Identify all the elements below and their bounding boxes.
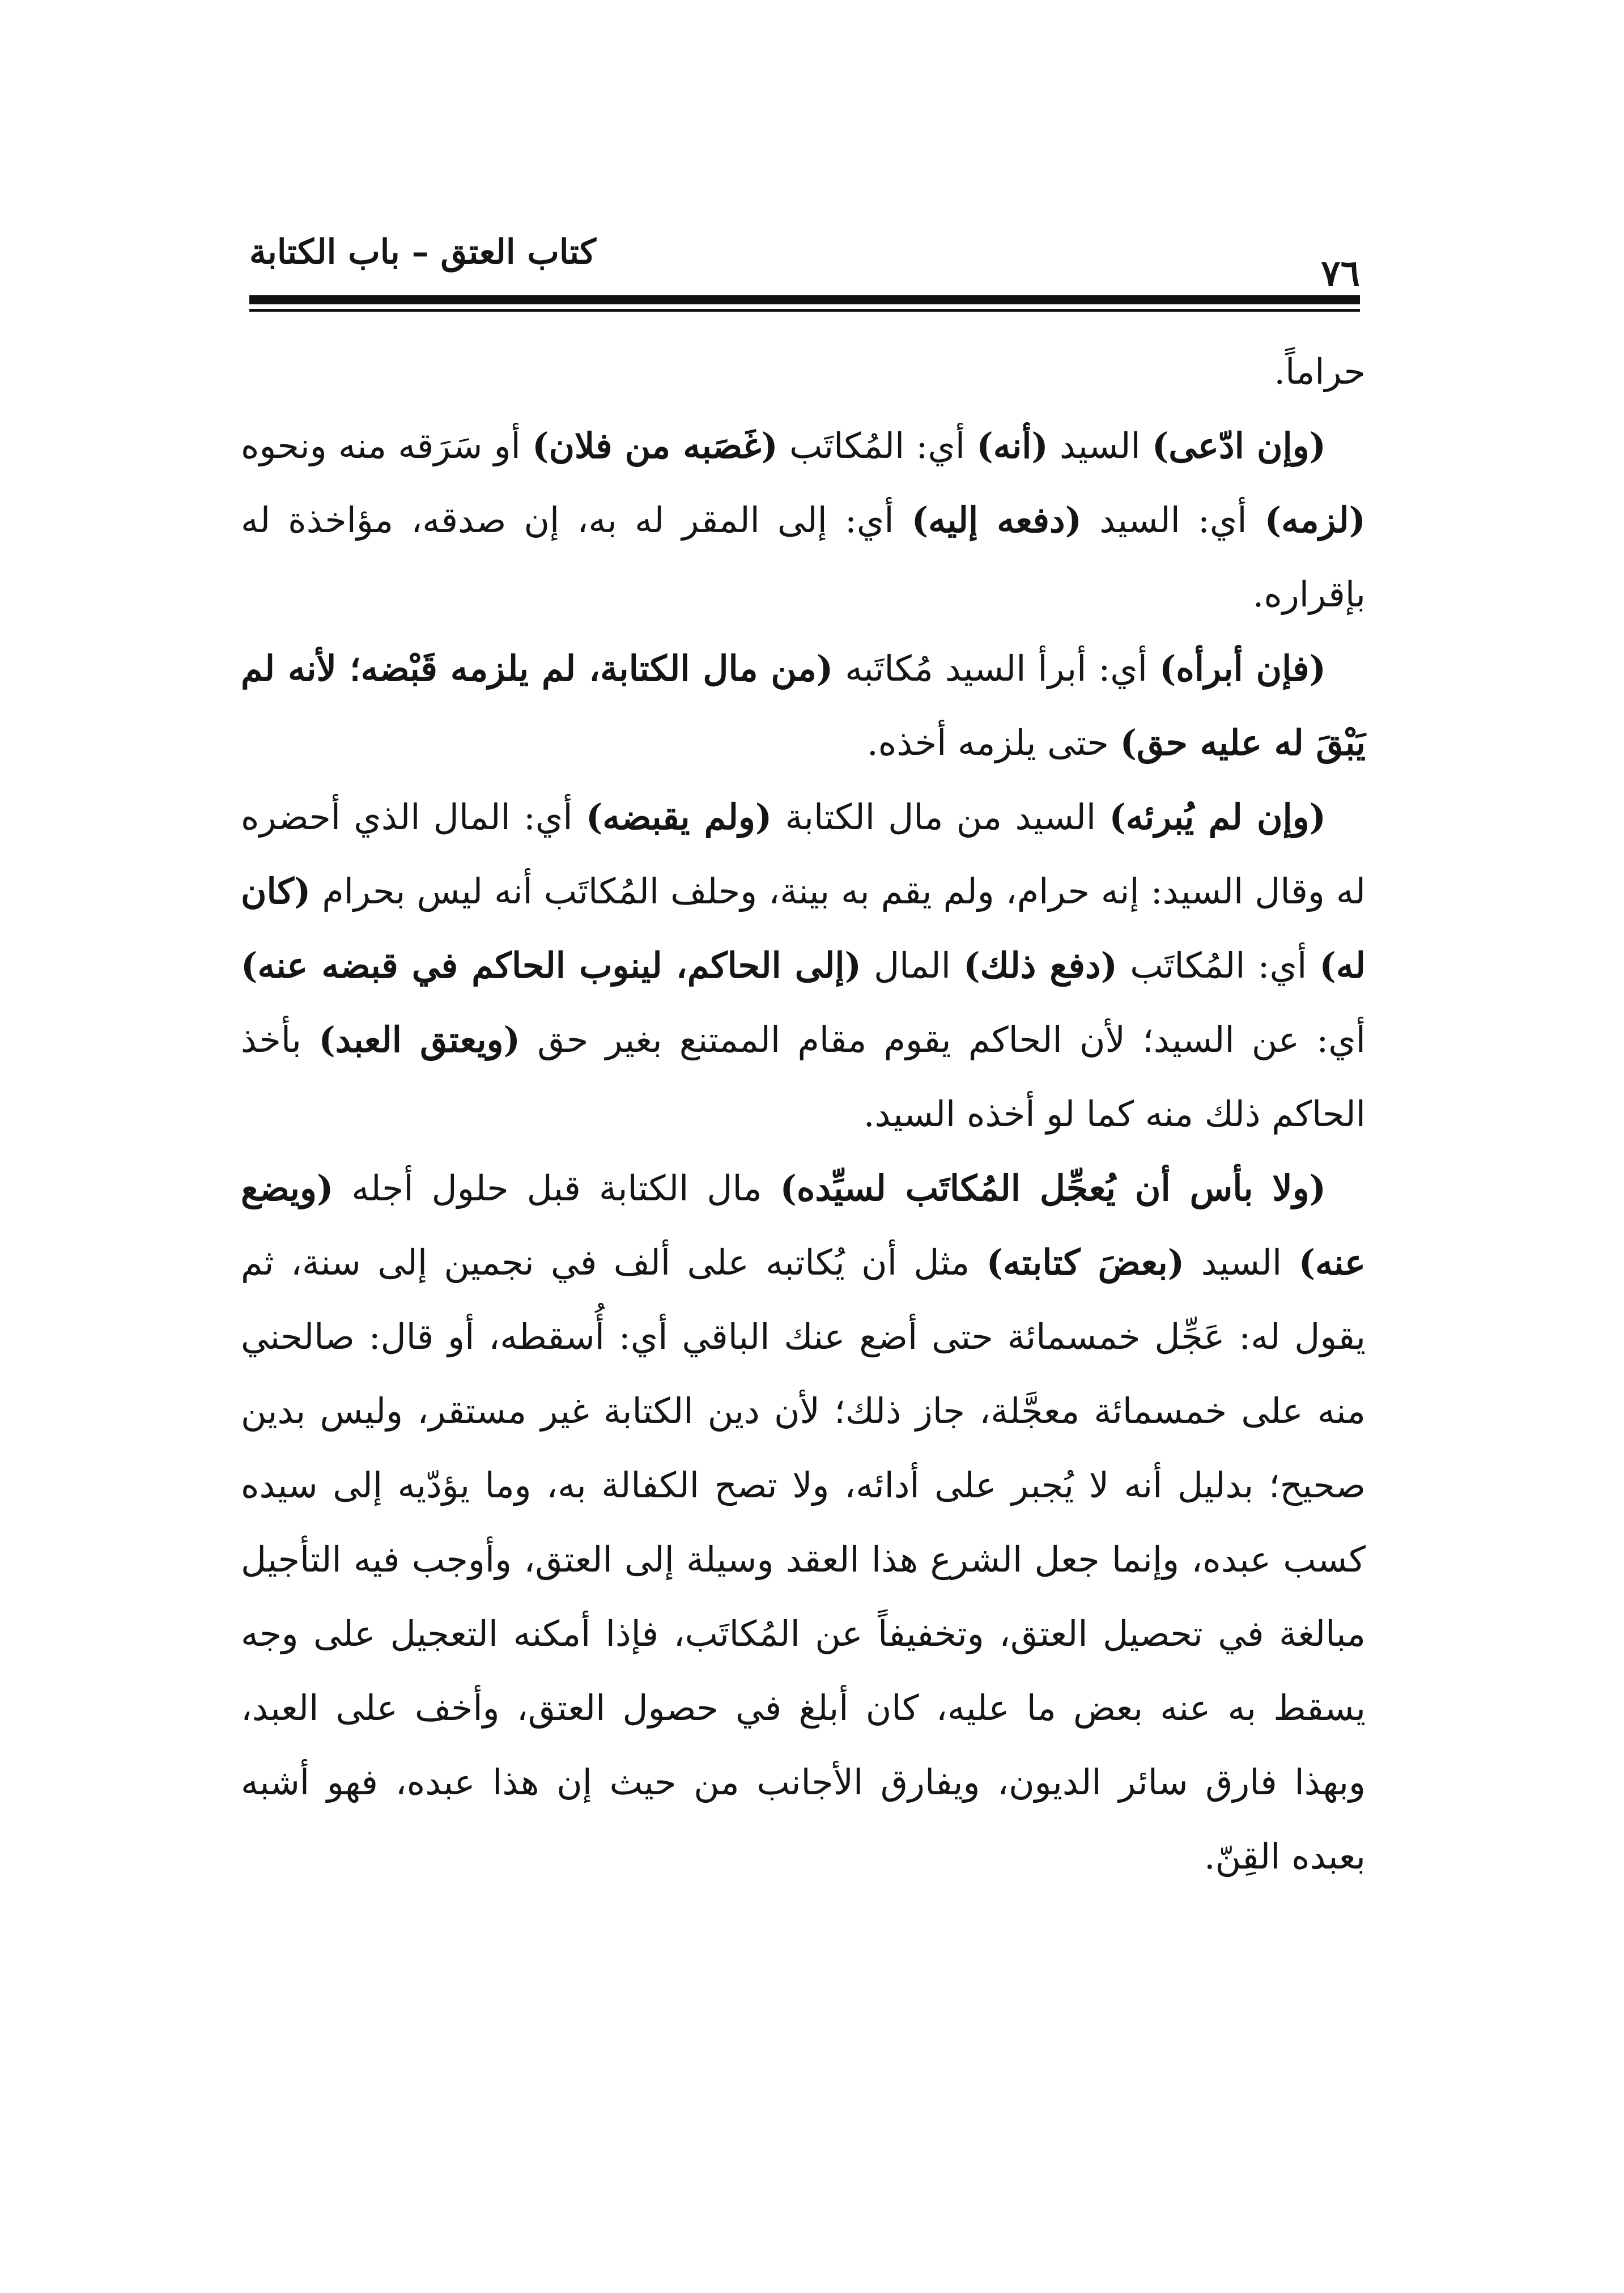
commentary-text: أي: المال الذي أحضره له وقال السيد: إنه حرام، ولم يقم به بينة، وحلف المُكاتَب أنه ليس بحرام: [241, 796, 1366, 912]
bold-matn-text: (دفعه إليه): [911, 499, 1082, 541]
commentary-text: أي: المُكاتَب: [777, 425, 977, 466]
commentary-text: مال الكتابة قبل حلول أجله: [333, 1167, 780, 1209]
paragraph: [241, 1151, 1366, 1893]
bold-matn-text: (ويضع عنه): [241, 1167, 1366, 1283]
bold-matn-text: (لزمه): [1264, 499, 1366, 541]
commentary-text: أي: إلى المقر له به، إن صدقه، مؤاخذة له بإقراره.: [241, 499, 1366, 615]
commentary-text: السيد: [1048, 425, 1152, 466]
commentary-text: أو سَرَقه منه ونحوه: [241, 425, 533, 466]
page-number: ٧٦: [1321, 252, 1360, 295]
header-rule-thick: [249, 295, 1360, 304]
commentary-text: أي: المُكاتَب: [1117, 945, 1320, 986]
commentary-text: حراماً.: [1274, 351, 1366, 392]
commentary-text: أي: عن السيد؛ لأن الحاكم يقوم مقام الممتنع بغير حق: [520, 1019, 1366, 1060]
paragraph: [241, 334, 1366, 409]
commentary-text: المال: [861, 945, 964, 986]
bold-matn-text: (إلى الحاكم، لينوب الحاكم في قبضه عنه): [241, 945, 861, 986]
page-header: [249, 224, 1360, 320]
bold-matn-text: (ولم يقبضه): [585, 796, 772, 838]
paragraph: [241, 631, 1366, 780]
commentary-text: السيد من مال الكتابة: [772, 796, 1109, 838]
body-text: [241, 334, 1366, 1893]
commentary-text: بأخذ الحاكم ذلك منه كما لو أخذه السيد.: [241, 1019, 1366, 1135]
bold-matn-text: (أنه): [976, 425, 1048, 466]
chapter-title: كتاب العتق – باب الكتابة: [249, 232, 596, 272]
header-rule-thin: [249, 309, 1360, 312]
bold-matn-text: (فإن أبرأه): [1159, 648, 1327, 689]
commentary-text: أي: أبرأ السيد مُكاتَبه: [833, 648, 1159, 689]
paragraph: [241, 780, 1366, 1151]
bold-matn-text: (ويعتق العبد): [318, 1019, 520, 1060]
bold-matn-text: (غَصَبه من فلان): [532, 425, 778, 466]
commentary-text: أي: السيد: [1081, 499, 1265, 541]
commentary-text: السيد: [1184, 1242, 1299, 1283]
paragraph: [241, 409, 1366, 631]
bold-matn-text: (بعضَ كتابته): [986, 1242, 1185, 1283]
bold-matn-text: (ولا بأس أن يُعجِّل المُكاتَب لسيِّده): [780, 1167, 1326, 1209]
bold-matn-text: (من مال الكتابة، لم يلزمه قَبْضه؛ لأنه لم يَبْقَ له عليه حق): [241, 648, 1366, 763]
bold-matn-text: (وإن لم يُبرئه): [1109, 796, 1326, 838]
bold-matn-text: (دفع ذلك): [963, 945, 1118, 986]
commentary-text: حتى يلزمه أخذه.: [867, 722, 1120, 763]
bold-matn-text: (كان له): [241, 871, 1366, 986]
commentary-text: مثل أن يُكاتبه على ألف في نجمين إلى سنة، ثم يقول له: عَجِّل خمسمائة حتى أضع عنك الباقي أي: أُسقطه، أو قال: صالحني منه على خمسمائة معجَّلة، جاز ذلك؛ لأن دين الكتابة غير مستقر، وليس بدين صحيح؛ بدليل أنه لا يُجبر على أدائه، ولا تصح الكفالة به، وما يؤدّيه إلى سيده كسب عبده، وإنما جعل الشرع هذا العقد وسيلة إلى العتق، وأوجب فيه التأجيل مبالغة في تحصيل العتق، وتخفيفاً عن المُكاتَب، فإذا أمكنه التعجيل على وجه يسقط به عنه بعض ما عليه، كان أبلغ في حصول العتق، وأخف على العبد، وبهذا فارق سائر الديون، ويفارق الأجانب من حيث إن هذا عبده، فهو أشبه بعبده القِنّ.: [241, 1242, 1366, 1877]
bold-matn-text: (وإن ادّعى): [1151, 425, 1326, 466]
